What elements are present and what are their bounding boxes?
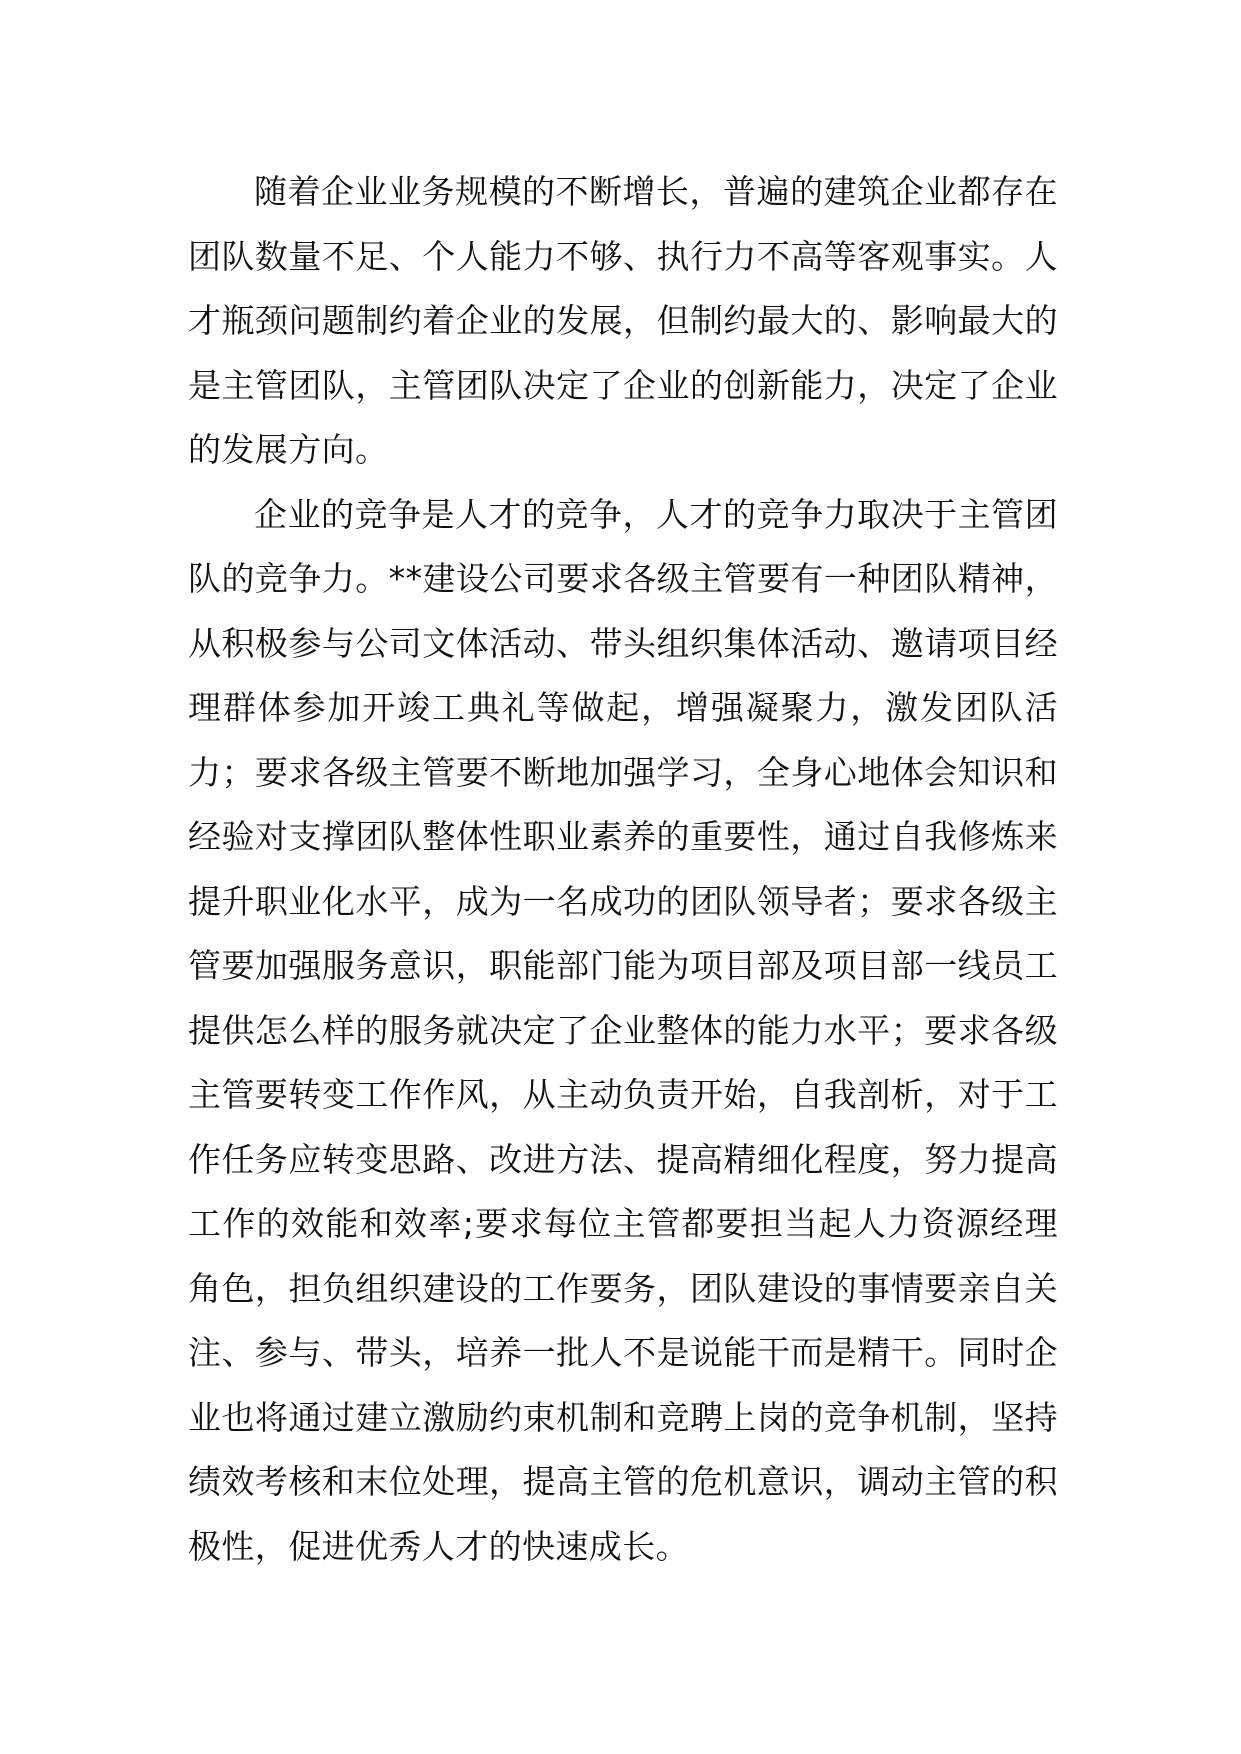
paragraph-2: 企业的竞争是人才的竞争，人才的竞争力取决于主管团队的竞争力。**建设公司要求各级主管要有一种团队精神，从积极参与公司文体活动、带头组织集体活动、邀请项目经理群体参加开竣工典礼等做起，增强凝聚力，激发团队活力；要求各级主管要不断地加强学习，全身心地体会知识和经验对支撑团队整体性职业素养的重要性，通过自我修炼来提升职业化水平，成为一名成功的团队领导者；要求各级主管要加强服务意识，职能部门能为项目部及项目部一线员工提供怎么样的服务就决定了企业整体的能力水平；要求各级主管要转变工作作风，从主动负责开始，自我剖析，对于工作任务应转变思路、改进方法、提高精细化程度，努力提高工作的效能和效率;要求每位主管都要担当起人力资源经理角色，担负组织建设的工作要务，团队建设的事情要亲自关注、参与、带头，培养一批人不是说能干而是精干。同时企业也将通过建立激励约束机制和竞聘上岗的竞争机制，坚持绩效考核和末位处理，提高主管的危机意识，调动主管的积极性，促进优秀人才的快速成长。 — [188, 494, 1058, 1566]
document-body — [188, 160, 1058, 1579]
paragraph-1: 随着企业业务规模的不断增长，普遍的建筑企业都存在团队数量不足、个人能力不够、执行力不高等客观事实。人才瓶颈问题制约着企业的发展，但制约最大的、影响最大的是主管团队，主管团队决定了企业的创新能力，决定了企业的发展方向。 — [188, 172, 1058, 469]
